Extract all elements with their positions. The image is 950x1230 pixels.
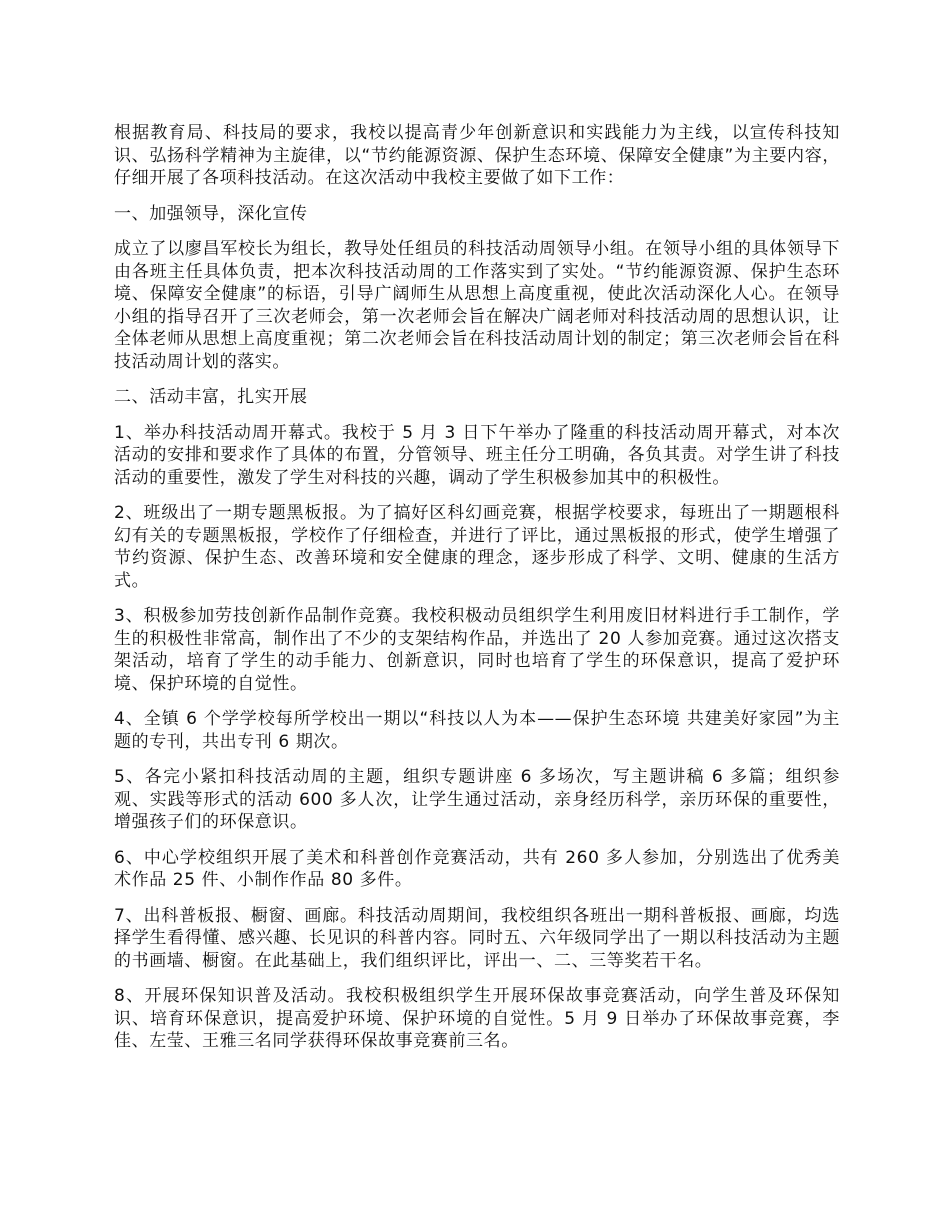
list-item: 6、中心学校组织开展了美术和科普创作竞赛活动，共有 260 多人参加，分别选出了优秀美术作品 25 件、小制作作品 80 多件。 xyxy=(114,847,840,890)
list-item: 2、班级出了一期专题黑板报。为了搞好区科幻画竞赛，根据学校要求，每班出了一期题根科幻有关的专题黑板报，学校作了仔细检查，并进行了评比，通过黑板报的形式，使学生增强了节约资源、保护生态、改善环境和安全健康的理念，逐步形成了科学、文明、健康的生活方式。 xyxy=(114,503,840,591)
section-body-1: 成立了以廖昌军校长为组长，教导处任组员的科技活动周领导小组。在领导小组的具体领导下由各班主任具体负责，把本次科技活动周的工作落实到了实处。“节约能源资源、保护生态环境、保障安全健康”的标语，引导广阔师生从思想上高度重视，使此次活动深化人心。在领导小组的指导召开了三次老师会，第一次老师会旨在解决广阔老师对科技活动周的思想认识，让全体老师从思想上高度重视；第二次老师会旨在科技活动周计划的制定；第三次老师会旨在科技活动周计划的落实。 xyxy=(114,239,840,372)
list-item: 5、各完小紧扣科技活动周的主题，组织专题讲座 6 多场次，写主题讲稿 6 多篇；组织参观、实践等形式的活动 600 多人次，让学生通过活动，亲身经历科学，亲历环保的重要性，增强孩子们的环保意识。 xyxy=(114,767,840,832)
list-item: 1、举办科技活动周开幕式。我校于 5 月 3 日下午举办了隆重的科技活动周开幕式，对本次活动的安排和要求作了具体的布置，分管领导、班主任分工明确，各负其责。对学生讲了科技活动的重要性，激发了学生对科技的兴趣，调动了学生积极参加其中的积极性。 xyxy=(114,422,840,488)
list-item: 7、出科普板报、橱窗、画廊。科技活动周期间，我校组织各班出一期科普板报、画廊，均选择学生看得懂、感兴趣、长见识的科普内容。同时五、六年级同学出了一期以科技活动为主题的书画墙、橱窗。在此基础上，我们组织评比，评出一、二、三等奖若干名。 xyxy=(114,905,840,971)
section-heading-2: 二、活动丰富，扎实开展 xyxy=(114,387,308,407)
intro-paragraph: 根据教育局、科技局的要求，我校以提高青少年创新意识和实践能力为主线，以宣传科技知识、弘扬科学精神为主旋律，以“节约能源资源、保护生态环境、保障安全健康”为主要内容，仔细开展了各项科技活动。在这次活动中我校主要做了如下工作： xyxy=(114,123,840,188)
section-heading-1: 一、加强领导，深化宣传 xyxy=(114,203,308,224)
document-page xyxy=(114,122,840,1066)
list-item: 4、全镇 6 个学学校每所学校出一期以“科技以人为本——保护生态环境 共建美好家园”为主题的专刊，共出专刊 6 期次。 xyxy=(114,709,840,752)
list-item: 3、积极参加劳技创新作品制作竞赛。我校积极动员组织学生利用废旧材料进行手工制作，学生的积极性非常高，制作出了不少的支架结构作品，并选出了 20 人参加竞赛。通过这次搭支架活动，培育了学生的动手能力、创新意识，同时也培育了学生的环保意识，提高了爱护环境、保护环境的自觉性。 xyxy=(114,606,840,694)
list-item: 8、开展环保知识普及活动。我校积极组织学生开展环保故事竞赛活动，向学生普及环保知识、培育环保意识，提高爱护环境、保护环境的自觉性。5 月 9 日举办了环保故事竞赛，李佳、左莹、王雅三名同学获得环保故事竞赛前三名。 xyxy=(114,986,840,1051)
